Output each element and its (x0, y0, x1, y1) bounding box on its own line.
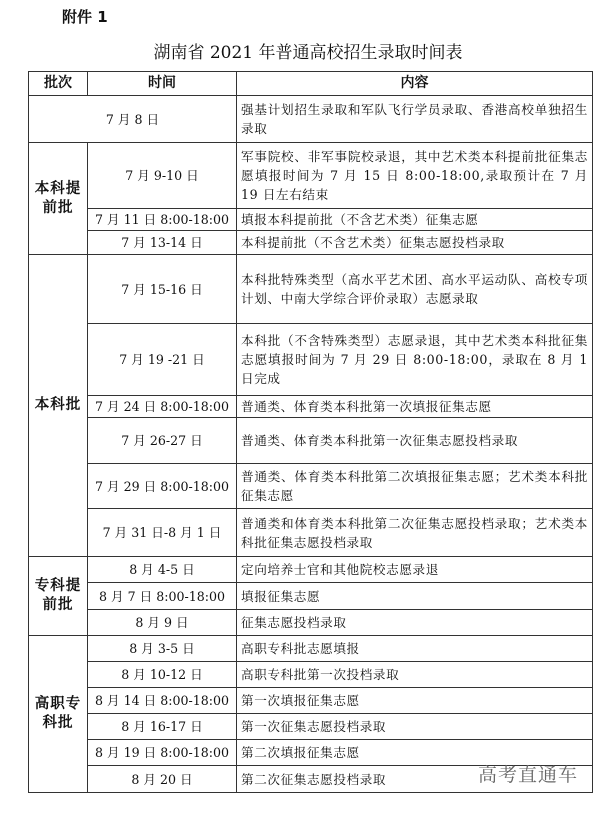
content-cell: 本科批（不含特殊类型）志愿录退，其中艺术类本科批征集志愿填报时间为 7 月 29 日 8:00-18:00，录取在 8 月 1 日完成 (237, 324, 593, 396)
table-row (29, 209, 593, 231)
content-cell: 军事院校、非军事院校录退，其中艺术类本科提前批征集志愿填报时间为 7 月 15 日 8:00-18:00,录取预计在 7 月 19 日左右结束 (237, 143, 593, 209)
content-cell: 填报征集志愿 (237, 583, 593, 610)
table-row (29, 396, 593, 418)
time-cell: 7 月 13-14 日 (88, 231, 237, 255)
table-row (29, 557, 593, 583)
admission-schedule-table (28, 71, 593, 793)
time-cell: 7 月 24 日 8:00-18:00 (88, 396, 237, 418)
time-cell: 8 月 4-5 日 (88, 557, 237, 583)
content-cell: 第二次填报征集志愿 (237, 740, 593, 766)
table-row (29, 636, 593, 662)
content-cell: 第二次征集志愿投档录取 (237, 766, 593, 793)
content-cell: 普通类和体育类本科批第二次征集志愿投档录取；艺术类本科批征集志愿投档录取 (237, 509, 593, 557)
table-row (29, 324, 593, 396)
content-cell: 高职专科批第一次投档录取 (237, 662, 593, 688)
page-title: 湖南省 2021 年普通高校招生录取时间表 (153, 43, 463, 63)
table-row (29, 231, 593, 255)
time-cell: 7 月 9-10 日 (88, 143, 237, 209)
table-row (29, 96, 593, 143)
content-cell: 本科批特殊类型（高水平艺术团、高水平运动队、高校专项计划、中南大学综合评价录取）志愿录取 (237, 255, 593, 324)
time-cell: 8 月 16-17 日 (88, 714, 237, 740)
batch-cell-undergrad-early: 本科提前批 (29, 143, 88, 255)
batch-cell-vocational-early: 专科提前批 (29, 557, 88, 636)
time-cell: 7 月 31 日-8 月 1 日 (88, 509, 237, 557)
time-cell: 8 月 19 日 8:00-18:00 (88, 740, 237, 766)
content-cell: 普通类、体育类本科批第二次填报征集志愿；艺术类本科批征集志愿 (237, 464, 593, 509)
table-row (29, 509, 593, 557)
attachment-label: 附件 1 (62, 8, 108, 26)
batch-cell-vocational: 高职专科批 (29, 636, 88, 793)
table-header-row (29, 72, 593, 96)
content-cell: 第一次填报征集志愿 (237, 688, 593, 714)
time-cell: 7 月 11 日 8:00-18:00 (88, 209, 237, 231)
time-cell: 7 月 29 日 8:00-18:00 (88, 464, 237, 509)
content-cell: 定向培养士官和其他院校志愿录退 (237, 557, 593, 583)
content-cell: 征集志愿投档录取 (237, 610, 593, 636)
content-cell: 普通类、体育类本科批第一次征集志愿投档录取 (237, 418, 593, 464)
batch-cell-undergrad: 本科批 (29, 255, 88, 557)
table-row (29, 662, 593, 688)
content-cell: 本科提前批（不含艺术类）征集志愿投档录取 (237, 231, 593, 255)
header-content: 内容 (237, 72, 593, 96)
time-cell: 8 月 7 日 8:00-18:00 (88, 583, 237, 610)
table-row (29, 583, 593, 610)
time-cell: 8 月 3-5 日 (88, 636, 237, 662)
table-row (29, 714, 593, 740)
time-cell: 7 月 19 -21 日 (88, 324, 237, 396)
watermark-text: 高考直通车 (478, 764, 579, 786)
header-batch: 批次 (29, 72, 88, 96)
table-row (29, 688, 593, 714)
time-cell: 7 月 8 日 (29, 96, 237, 143)
content-cell: 强基计划招生录取和军队飞行学员录取、香港高校单独招生录取 (237, 96, 593, 143)
content-cell: 填报本科提前批（不含艺术类）征集志愿 (237, 209, 593, 231)
content-cell: 普通类、体育类本科批第一次填报征集志愿 (237, 396, 593, 418)
content-cell: 高职专科批志愿填报 (237, 636, 593, 662)
time-cell: 7 月 15-16 日 (88, 255, 237, 324)
time-cell: 8 月 9 日 (88, 610, 237, 636)
header-time: 时间 (88, 72, 237, 96)
table-row (29, 418, 593, 464)
table-row (29, 610, 593, 636)
time-cell: 7 月 26-27 日 (88, 418, 237, 464)
table-row (29, 143, 593, 209)
content-cell: 第一次征集志愿投档录取 (237, 714, 593, 740)
table-row (29, 255, 593, 324)
time-cell: 8 月 10-12 日 (88, 662, 237, 688)
time-cell: 8 月 14 日 8:00-18:00 (88, 688, 237, 714)
table-row (29, 464, 593, 509)
time-cell: 8 月 20 日 (88, 766, 237, 793)
